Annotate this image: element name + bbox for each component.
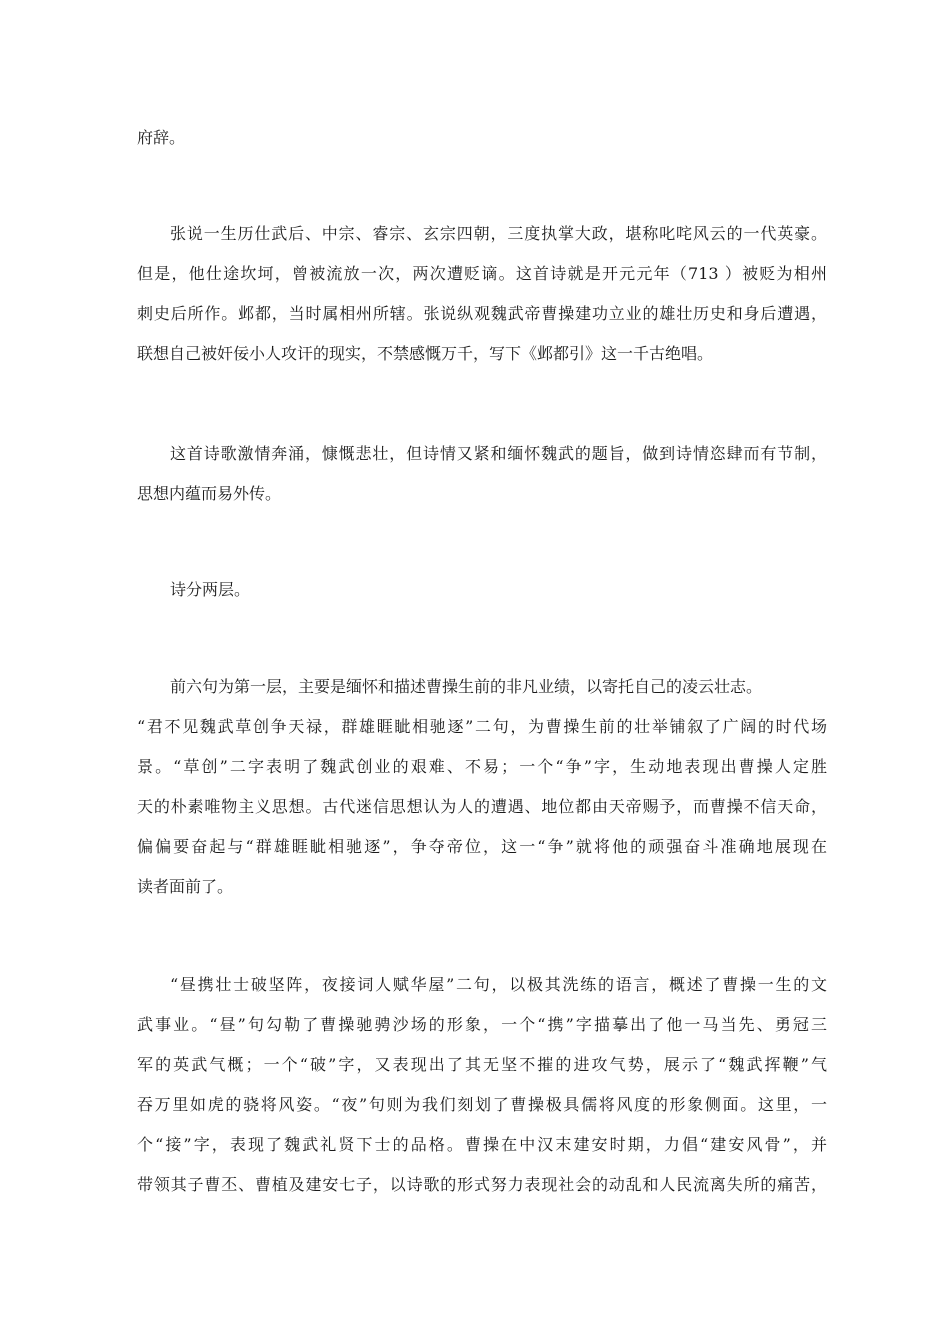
paragraph-line: 读者面前了。 bbox=[137, 877, 234, 896]
paragraph-line: 个“接”字，表现了魏武礼贤下士的品格。曹操在中汉末建安时期，力倡“建安风骨”，并 bbox=[137, 1135, 827, 1154]
paragraph-line: 景。“草创”二字表明了魏武创业的艰难、不易；一个“争”字，生动地表现出曹操人定胜 bbox=[137, 757, 827, 776]
paragraph-line: 吞万里如虎的骁将风姿。“夜”句则为我们刻划了曹操极具儒将风度的形象侧面。这里，一 bbox=[137, 1095, 827, 1114]
paragraph-line: 带领其子曹丕、曹植及建安七子，以诗歌的形式努力表现社会的动乱和人民流离失所的痛苦， bbox=[137, 1175, 827, 1194]
paragraph-line: 但是，他仕途坎坷，曾被流放一次，两次遭贬谪。这首诗就是开元元年（713 ）被贬为相州 bbox=[137, 264, 827, 283]
paragraph-line: “昼携壮士破坚阵，夜接词人赋华屋”二句，以极其洗练的语言，概述了曹操一生的文 bbox=[170, 975, 827, 994]
paragraph-line: “君不见魏武草创争天禄，群雄睚眦相驰逐”二句，为曹操生前的壮举铺叙了广阔的时代场 bbox=[137, 717, 827, 736]
paragraph-line: 联想自己被奸佞小人攻讦的现实，不禁感慨万千，写下《邺都引》这一千古绝唱。 bbox=[137, 344, 714, 363]
paragraph-line: 思想内蕴而易外传。 bbox=[137, 484, 282, 503]
paragraph-line: 偏偏要奋起与“群雄睚眦相驰逐”，争夺帝位，这一“争”就将他的顽强奋斗准确地展现在 bbox=[137, 837, 827, 856]
paragraph-line: 张说一生历仕武后、中宗、睿宗、玄宗四朝，三度执掌大政，堪称叱咤风云的一代英豪。 bbox=[170, 224, 827, 243]
paragraph-line: 武事业。“昼”句勾勒了曹操驰骋沙场的形象，一个“携”字描摹出了他一马当先、勇冠三 bbox=[137, 1015, 827, 1034]
paragraph-line: 这首诗歌激情奔涌，慷慨悲壮，但诗情又紧和缅怀魏武的题旨，做到诗情恣肆而有节制， bbox=[170, 444, 827, 463]
paragraph-line: 刺史后所作。邺都，当时属相州所辖。张说纵观魏武帝曹操建功立业的雄壮历史和身后遭遇， bbox=[137, 304, 827, 323]
paragraph-line: 诗分两层。 bbox=[170, 580, 251, 599]
paragraph-line: 军的英武气概；一个“破”字，又表现出了其无坚不摧的进攻气势，展示了“魏武挥鞭”气 bbox=[137, 1055, 827, 1074]
paragraph-line: 天的朴素唯物主义思想。古代迷信思想认为人的遭遇、地位都由天帝赐予，而曹操不信天命， bbox=[137, 797, 827, 816]
paragraph-line: 前六句为第一层，主要是缅怀和描述曹操生前的非凡业绩，以寄托自己的凌云壮志。 bbox=[170, 677, 763, 696]
paragraph-line: 府辞。 bbox=[137, 128, 186, 147]
